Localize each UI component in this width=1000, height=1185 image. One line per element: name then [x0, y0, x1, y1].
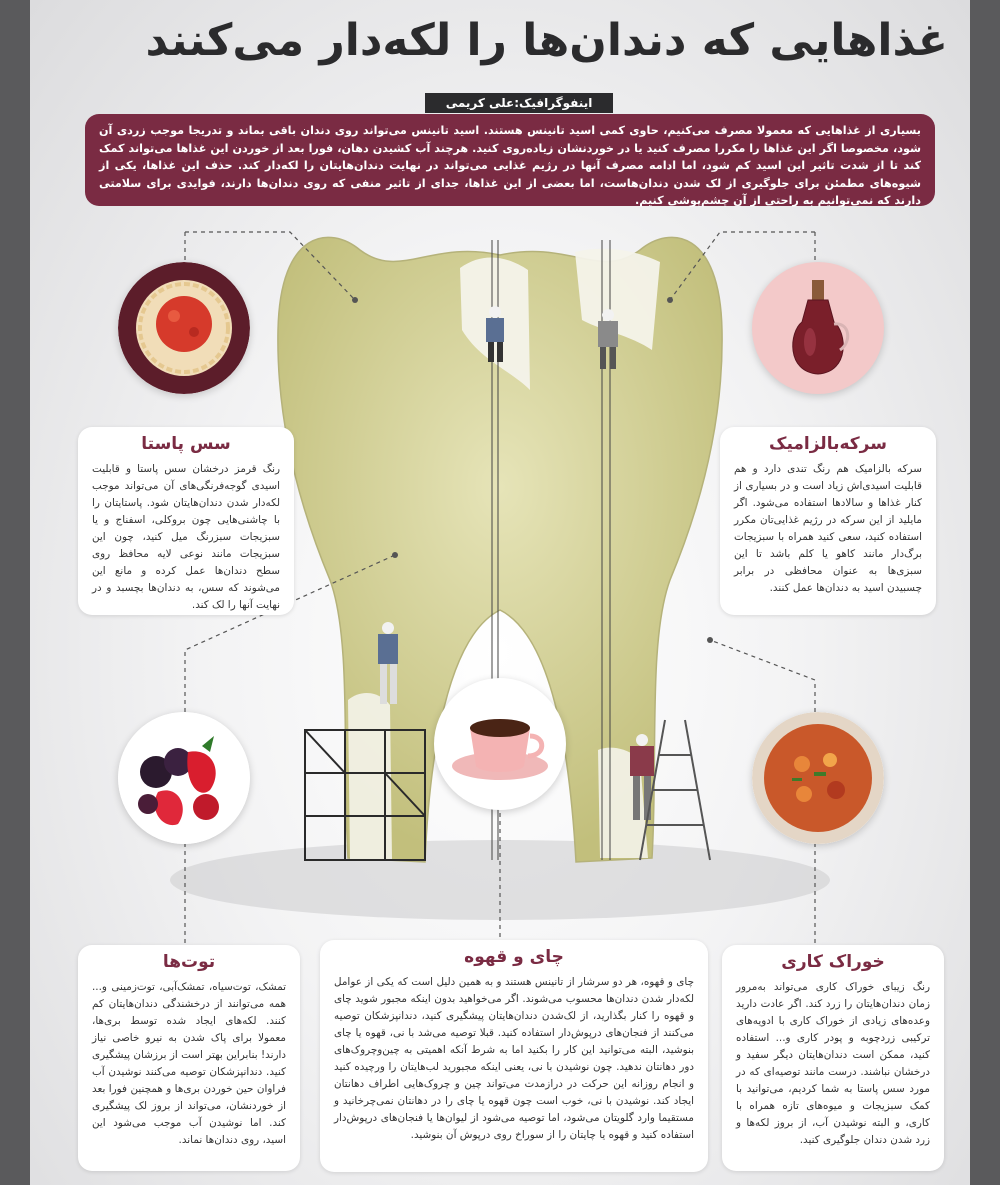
card-title: خوراک کاری — [781, 952, 885, 972]
pasta-sauce-icon — [118, 262, 250, 394]
card-title: سس پاستا — [141, 434, 231, 454]
card-curry — [722, 945, 944, 1171]
credit-label: اینفوگرافیک:علی کریمی — [425, 93, 613, 113]
infographic-poster — [30, 0, 970, 1185]
card-title: سرکه‌بالزامیک — [769, 434, 887, 454]
intro-box: بسیاری از غذاهایی که معمولا مصرف می‌کنیم، حاوی کمی اسید تانینس هستند. اسید تانینس می‌تواند روی دندان باقی بماند و تدریجا موجب زردی آن شود، مخصوصا اگر این غذاها را مکررا مصرف کنید یا در خوردنشان زیاده‌روی کنید. هرچند آب کشیدن دهان، فورا بعد از خوردن این غذاها می‌تواند کمک کند تا از شدت تاثیر این اسید کم شود، اما ادامه مصرف آنها در رژیم غذایی می‌تواند در نهایت دندان‌هایتان را لکه‌دار کند. حذف این غذاها، یکی از شیوه‌های مطمئن برای جلوگیری از لک شدن دندان‌هاست، اما بعضی از این غذاها، جدای از تاثیر منفی که روی دندان‌ها دارند، فوایدی برای سلامتی دارند که نمی‌توانیم به راحتی از آن چشم‌پوشی کنیم. — [85, 114, 935, 206]
curry-icon — [752, 712, 884, 844]
card-text: چای و قهوه، هر دو سرشار از تانینس هستند و به همین دلیل است که یکی از عوامل لکه‌دار شدن دندان‌ها محسوب می‌شوند. اگر می‌خواهید بدون اینکه مجبور شوید چای و قهوه را کنار بگذارید، از لک‌شدن دندان‌هایتان پیشگیری کنید، دندانپزشکان توصیه می‌کنند از فنجان‌های درپوش‌دار استفاده کنید. قبلا توصیه می‌شد با نی، قهوه یا چای بنوشید، البته می‌توانید این کار را بکنید اما به شرط آنکه اهمیتی به چین‌وچروک‌های دور دهانتان ندهید. چون نوشیدن با نی، یعنی اینکه مجبورید لب‌هایتان را ورچیده کنید و انجام روزانه این حرکت در درازمدت می‌تواند چین و چروک‌هایی اطراف دهانتان ایجاد کند. نوشیدن با نی، خوب است چون قهوه یا چای را در دهانتان نمی‌چرخانید و مستقیما وارد گلویتان می‌شود، اما توصیه می‌شود از لیوان‌ها یا فنجان‌های درپوش‌دار استفاده کنید و قهوه یا چایتان را از سوراخ روی درپوش آن بنوشید. — [334, 976, 694, 1141]
berries-icon — [118, 712, 250, 844]
page-title: غذاهایی که دندان‌ها را لکه‌دار می‌کنند — [145, 15, 948, 66]
card-pasta-sauce — [78, 427, 294, 615]
card-text: سرکه بالزامیک هم رنگ تندی دارد و هم قابلیت اسیدی‌اش زیاد است و در بسیاری از کنار غذاها و سالادها استفاده می‌شود. اگر مایلید از این سرکه در رژیم غذایی‌تان مکرر استفاده کنید، سعی کنید همراه با سبزیجات برگ‌دار مانند کاهو یا کلم باشد تا این سبزی‌ها به عنوان محافظی در برابر چسبیدن اسید به دندان‌ها عمل کنند. — [734, 463, 922, 594]
card-text: رنگ زیبای خوراک کاری می‌تواند به‌مرور زمان دندان‌هایتان را زرد کند. اگر عادت دارید وعده‌های زیادی از خوراک کاری با ادویه‌های ترکیبی زردچوبه و پودر کاری و... استفاده کنید، ممکن است دندان‌هایتان دیگر سفید و درخشان نباشند. درست مانند توصیه‌ای که در مورد سس پاستا به شما کردیم، می‌توانید با کمک سبزیجات و میوه‌های تازه همراه با کاری، و البته نوشیدن آب، از بروز لکه‌ها و زرد شدن دندان جلوگیری کنید. — [736, 981, 930, 1146]
card-text: رنگ قرمز درخشان سس پاستا و قابلیت اسیدی گوجه‌فرنگی‌های آن می‌تواند موجب لکه‌دار شدن دندان‌هایتان شود. پاستایتان را با چاشنی‌هایی چون بروکلی، اسفناج و یا سبزیجات سبزرنگ میل کنید، چون این سبزیجات مانند نوعی لایه محافظ روی سطح دندان‌ها عمل کرده و مانع این می‌شوند که سس، به دندان‌ها بچسبد و در نهایت آنها را لک کند. — [92, 463, 280, 611]
card-title: چای و قهوه — [464, 947, 564, 967]
coffee-cup-icon — [434, 678, 566, 810]
card-tea-coffee — [320, 940, 708, 1172]
card-berries — [78, 945, 300, 1171]
balsamic-vinegar-icon — [752, 262, 884, 394]
card-title: توت‌ها — [162, 952, 216, 972]
card-balsamic-vinegar — [720, 427, 936, 615]
card-text: تمشک، توت‌سیاه، تمشک‌آبی، توت‌زمینی و... همه می‌توانند از درخشندگی دندان‌هایتان کم کنند. لکه‌های ایجاد شده توسط بری‌ها، معمولا برای پاک شدن به نیرو خاصی نیاز دارند! بنابراین بهتر است از برزشان پیشگیری کنید. دندانپزشکان توصیه می‌کنند نوشیدن آب فراوان حین خوردن بری‌ها و همچنین فورا بعد از خوردنشان، می‌تواند از بروز لک پیشگیری کند. اما نوشیدن آب موجب می‌شود این اسید، روی دندان‌ها نماند. — [92, 981, 286, 1146]
